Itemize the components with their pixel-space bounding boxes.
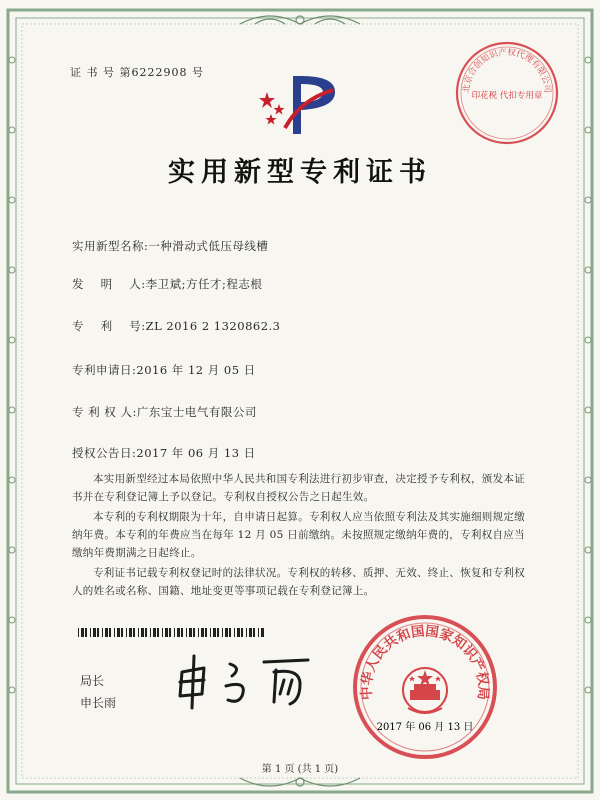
patent-office-logo-icon (255, 70, 345, 140)
border-knot-icon (9, 547, 15, 553)
barcode-bar (145, 628, 147, 637)
border-knot-icon (585, 127, 591, 133)
stamp-center-text: 印花税 代扣专用章 (471, 91, 543, 101)
field-patent-number (72, 318, 281, 334)
barcode-bar (261, 628, 264, 637)
border-knot-icon (9, 687, 15, 693)
barcode-bar (165, 628, 168, 637)
field-label: 专 利 权 人: (72, 405, 137, 419)
barcode-bar (205, 628, 207, 637)
barcode-bar (121, 628, 123, 637)
barcode-bar (102, 628, 103, 637)
seal-ring-text: 中华人民共和国国家知识产权局 (358, 623, 492, 701)
bottom-ornament-icon (240, 778, 360, 786)
barcode-bar (174, 628, 175, 637)
certificate-number: 证 书 号 第6222908 号 (70, 66, 204, 79)
barcode-bar (181, 628, 183, 637)
border-knot-icon (585, 267, 591, 273)
barcode-bar (153, 628, 156, 637)
barcode-bar (93, 628, 96, 637)
border-knot-icon (9, 127, 15, 133)
barcode-bar (246, 628, 247, 637)
field-label: 专利申请日: (72, 363, 137, 377)
border-knot-icon (9, 267, 15, 273)
barcode-bar (198, 628, 199, 637)
border-knot-icon (585, 57, 591, 63)
barcode-bar (201, 628, 204, 637)
border-knot-icon (585, 197, 591, 203)
certificate-title: 实用新型专利证书 (168, 157, 432, 188)
border-knot-icon (585, 687, 591, 693)
border-knot-icon (9, 197, 15, 203)
barcode-bar (138, 628, 139, 637)
seal-date: 2017 年 06 月 13 日 (376, 722, 474, 733)
border-knot-icon (585, 617, 591, 623)
handwritten-signature (168, 650, 318, 710)
barcode-bar (117, 628, 120, 637)
barcode-bar (225, 628, 228, 637)
field-patentee (72, 404, 257, 420)
barcode-bar (169, 628, 171, 637)
field-value: 一种滑动式低压母线槽 (148, 239, 269, 253)
border-knot-icon (585, 477, 591, 483)
barcode (78, 628, 266, 637)
barcode-bar (186, 628, 187, 637)
paragraph-term: 本专利的专利权期限为十年，自申请日起算。专利权人应当依照专利法及其实施细则规定缴纳年费。本专利的年费应当在每年 12 月 05 日前缴纳。未按照规定缴纳年费的，专利权自应当缴纳年费期满之日起终止。 (72, 511, 525, 559)
border-knot-icon (9, 57, 15, 63)
barcode-bar (210, 628, 211, 637)
field-value: 2017 年 06 月 13 日 (136, 446, 256, 460)
barcode-bar (222, 628, 223, 637)
field-value: 广东宝士电气有限公司 (136, 405, 257, 419)
barcode-bar (109, 628, 111, 637)
barcode-bar (85, 628, 87, 637)
paragraph-grant: 本实用新型经过本局依照中华人民共和国专利法进行初步审查，决定授予专利权，颁发本证书并在专利登记簿上予以登记。专利权自授权公告之日起生效。 (72, 473, 525, 503)
field-label: 实用新型名称: (72, 239, 149, 253)
barcode-bar (126, 628, 127, 637)
official-seal (350, 612, 500, 762)
barcode-bar (90, 628, 91, 637)
barcode-bar (177, 628, 180, 637)
field-utility-model-name (72, 238, 268, 254)
field-value: 2016 年 12 月 05 日 (136, 363, 256, 377)
field-label: 专 利 号: (72, 319, 146, 333)
field-inventors (72, 276, 262, 292)
barcode-bar (141, 628, 144, 637)
barcode-bar (133, 628, 135, 637)
barcode-bar (129, 628, 132, 637)
barcode-bar (78, 628, 79, 637)
tax-stamp (452, 38, 562, 148)
barcode-bar (150, 628, 151, 637)
barcode-bar (105, 628, 108, 637)
border-knot-icon (9, 407, 15, 413)
barcode-bar (229, 628, 231, 637)
field-value: ZL 2016 2 1320862.3 (145, 319, 281, 333)
barcode-bar (189, 628, 192, 637)
barcode-bar (217, 628, 219, 637)
field-label: 发 明 人: (72, 277, 146, 291)
field-value: 李卫斌;方任才;程志根 (145, 277, 263, 291)
barcode-bar (241, 628, 243, 637)
barcode-bar (237, 628, 240, 637)
barcode-bar (258, 628, 259, 637)
barcode-bar (213, 628, 216, 637)
field-grant-date (72, 445, 256, 461)
border-knot-icon (9, 477, 15, 483)
barcode-bar (249, 628, 252, 637)
paragraph-legal-status: 专利证书记载专利权登记时的法律状况。专利权的转移、质押、无效、终止、恢复和专利权人的姓名或名称、国籍、地址变更等事项记载在专利登记簿上。 (72, 567, 525, 597)
border-knot-icon (585, 407, 591, 413)
barcode-bar (114, 628, 115, 637)
barcode-bar (157, 628, 159, 637)
barcode-bar (193, 628, 195, 637)
border-knot-icon (9, 337, 15, 343)
field-label: 授权公告日: (72, 446, 137, 460)
page-footer: 第 1 页 (共 1 页) (261, 764, 339, 775)
border-knot-icon (585, 337, 591, 343)
stamp-ring-text: 北京合创知识产权代理有限公司 (461, 47, 553, 94)
national-emblem-icon (403, 668, 447, 713)
border-knot-icon (9, 617, 15, 623)
signatory-title: 局长 (80, 674, 105, 688)
signatory-name: 申长雨 (80, 696, 117, 710)
border-knot-icon (585, 547, 591, 553)
barcode-bar (81, 628, 84, 637)
top-ornament-icon (240, 16, 360, 24)
barcode-bar (97, 628, 99, 637)
barcode-bar (162, 628, 163, 637)
barcode-bar (234, 628, 235, 637)
field-application-date (72, 362, 256, 378)
barcode-bar (253, 628, 255, 637)
